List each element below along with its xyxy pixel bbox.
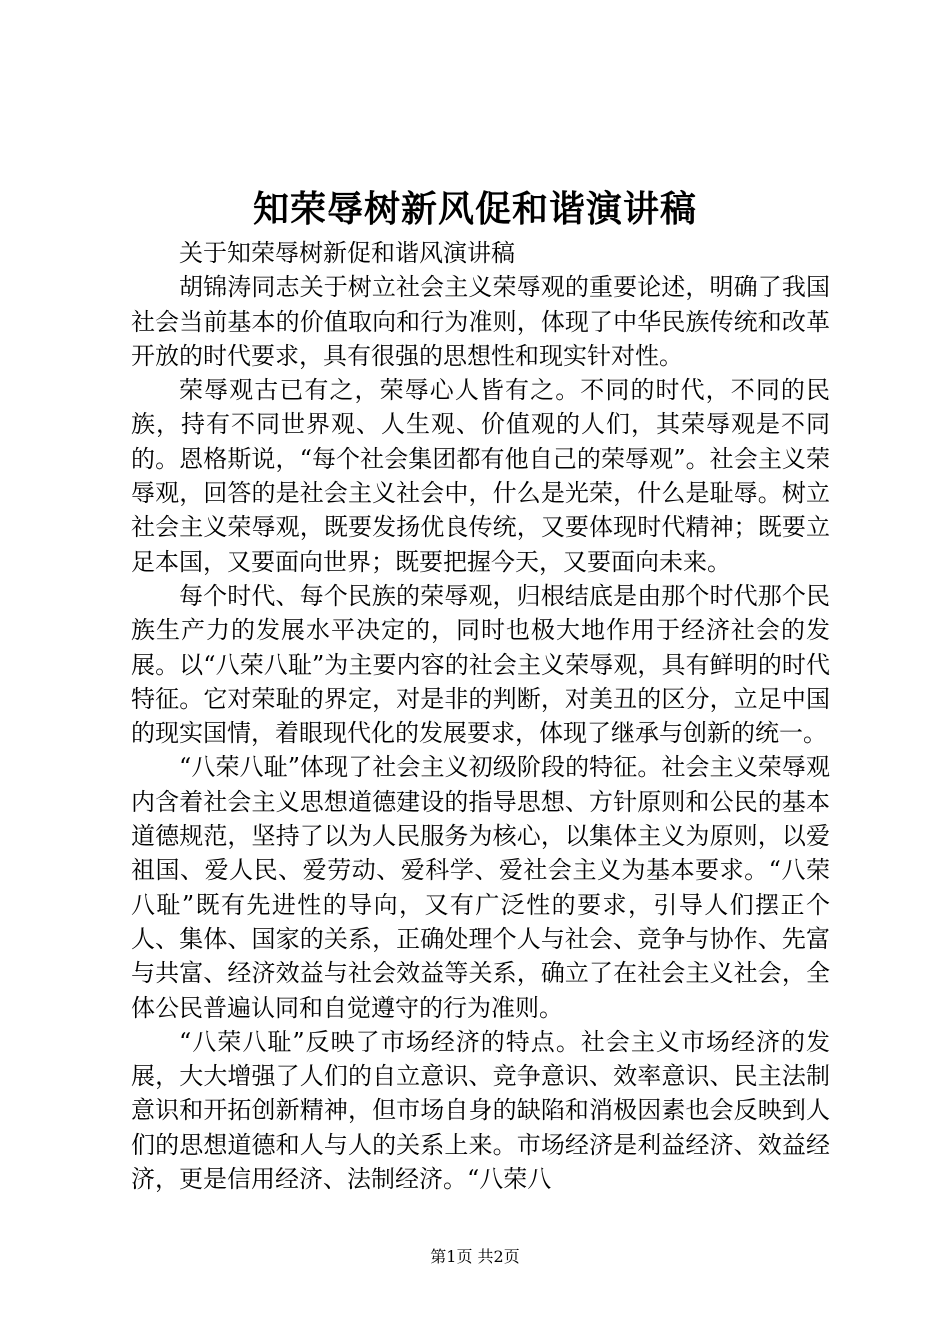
page-number-footer: 第1页 共2页 xyxy=(430,1247,520,1266)
document-body xyxy=(131,236,830,1196)
body-paragraph: “八荣八耻”反映了市场经济的特点。社会主义市场经济的发展，大大增强了人们的自立意识、竞争意识、效率意识、民主法制意识和开拓创新精神，但市场自身的缺陷和消极因素也会反映到人们的思想道德和人与人的关系上来。市场经济是利益经济、效益经济，更是信用经济、法制经济。“八荣八 xyxy=(131,1027,830,1194)
body-paragraph: 荣辱观古已有之，荣辱心人皆有之。不同的时代，不同的民族，持有不同世界观、人生观、价值观的人们，其荣辱观是不同的。恩格斯说，“每个社会集团都有他自己的荣辱观”。社会主义荣辱观，回答的是社会主义社会中，什么是光荣，什么是耻辱。树立社会主义荣辱观，既要发扬优良传统，又要体现时代精神；既要立足本国，又要面向世界；既要把握今天，又要面向未来。 xyxy=(131,376,830,576)
subtitle-paragraph: 关于知荣辱树新促和谐风演讲稿 xyxy=(179,239,515,267)
body-paragraph: 胡锦涛同志关于树立社会主义荣辱观的重要论述，明确了我国社会当前基本的价值取向和行为准则，体现了中华民族传统和改革开放的时代要求，具有很强的思想性和现实针对性。 xyxy=(131,273,830,370)
document-title: 知荣辱树新风促和谐演讲稿 xyxy=(252,188,697,230)
body-paragraph: “八荣八耻”体现了社会主义初级阶段的特征。社会主义荣辱观内含着社会主义思想道德建设的指导思想、方针原则和公民的基本道德规范，坚持了以为人民服务为核心，以集体主义为原则，以爱祖国、爱人民、爱劳动、爱科学、爱社会主义为基本要求。“八荣八耻”既有先进性的导向，又有广泛性的要求，引导人们摆正个人、集体、国家的关系，正确处理个人与社会、竞争与协作、先富与共富、经济效益与社会效益等关系，确立了在社会主义社会，全体公民普遍认同和自觉遵守的行为准则。 xyxy=(131,753,830,1022)
body-paragraph: 每个时代、每个民族的荣辱观，归根结底是由那个时代那个民族生产力的发展水平决定的，同时也极大地作用于经济社会的发展。以“八荣八耻”为主要内容的社会主义荣辱观，具有鲜明的时代特征。它对荣耻的界定，对是非的判断，对美丑的区分，立足中国的现实国情，着眼现代化的发展要求，体现了继承与创新的统一。 xyxy=(131,581,830,748)
